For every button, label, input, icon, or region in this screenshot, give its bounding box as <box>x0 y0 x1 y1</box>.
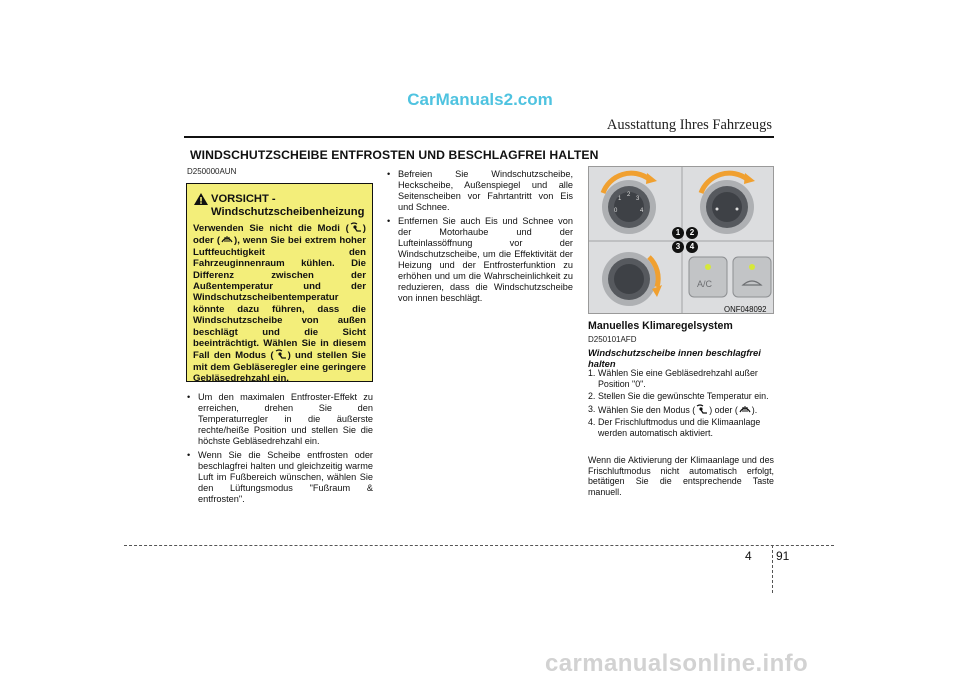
footer-vertical-rule <box>772 545 773 593</box>
step-number: 2. <box>588 391 596 401</box>
italic-heading: Windschutzscheibe innen beschlagfrei halten <box>588 347 761 369</box>
knob-label: 1 <box>618 196 622 202</box>
list-item: • Entfernen Sie auch Eis und Schnee von der Motorhaube und der Lufteinlassöffnung vor der Windschutzscheibe, um die Effektivität der Heizung und der Entfrosterfunktion zu erhöhen und um die Wahrscheinlichkeit zu reduzieren, dass die Windschutzscheibe von innen beschlägt. <box>387 216 573 304</box>
knob-label: 3 <box>636 196 640 202</box>
section-code: D250101AFD <box>588 335 637 344</box>
step-text: ) oder ( <box>709 404 738 415</box>
warning-text-part: ) oder ( <box>193 223 366 247</box>
climate-control-photo <box>588 166 774 314</box>
warning-text-part: ) und stellen Sie mit dem Gebläseregler eine geringere Gebläsedrehzahl ein. <box>193 350 366 385</box>
section-header: Ausstattung Ihres Fahrzeugs <box>606 117 772 133</box>
knob-label: 2 <box>627 192 631 198</box>
warning-text <box>193 222 366 385</box>
chapter-number: 4 <box>745 549 752 563</box>
callout-badge: 3 <box>672 241 684 253</box>
callout-badge: 1 <box>672 227 684 239</box>
watermark-bottom: carmanualsonline.info <box>545 650 809 677</box>
step-number: 3. <box>588 403 596 414</box>
list-item <box>588 391 774 402</box>
warning-triangle-icon <box>193 192 209 206</box>
knob-label: 4 <box>640 208 644 214</box>
footer-rule <box>124 545 834 546</box>
defrost-floor-mode-icon <box>274 349 288 359</box>
defrost-floor-mode-icon <box>349 222 363 232</box>
steps-list <box>588 368 774 440</box>
step-text: Stellen Sie die gewünschte Temperatur ein. <box>598 391 769 401</box>
list-item <box>588 417 774 438</box>
page-title: WINDSCHUTZSCHEIBE ENTFROSTEN UND BESCHLAGFREI HALTEN <box>190 148 599 162</box>
list-item: • Um den maximalen Entfroster-Effekt zu erreichen, drehen Sie den Temperaturregler in die äußerste rechte/heiße Position und stellen Sie die höchste Gebläsedrehzahl ein. <box>187 392 373 447</box>
col1-bullet-list <box>187 392 373 508</box>
callout-badge: 4 <box>686 241 698 253</box>
ac-button-label: A/C <box>697 279 713 289</box>
knob-label: 0 <box>614 208 618 214</box>
step-number: 4. <box>588 417 596 427</box>
step-text: Der Frischluftmodus und die Klimaanlage werden automatisch aktiviert. <box>598 417 761 438</box>
callout-badge: 2 <box>686 227 698 239</box>
step-text: Wählen Sie eine Gebläsedrehzahl außer Position "0". <box>598 368 758 389</box>
watermark-top: CarManuals2.com <box>407 90 553 109</box>
climate-panel-illustration <box>589 167 774 314</box>
defrost-floor-mode-icon <box>695 404 709 414</box>
list-item <box>588 368 774 389</box>
step-text: Wählen Sie den Modus ( <box>598 404 696 415</box>
list-item: • Befreien Sie Windschutzscheibe, Heckscheibe, Außenspiegel und alle Seitenscheiben vor Fahrtantritt von Eis und Schnee. <box>387 169 573 213</box>
warning-box <box>186 183 373 385</box>
header-rule <box>184 136 774 138</box>
page-number: 91 <box>776 549 790 563</box>
defrost-mode-icon <box>738 404 752 414</box>
subsection-title: Manuelles Klimaregelsystem <box>588 320 733 332</box>
warning-text-part: Verwenden Sie nicht die Modi ( <box>193 223 349 234</box>
warning-subtitle: Windschutzscheibenheizung <box>211 206 365 218</box>
col2-bullet-list <box>387 169 573 307</box>
list-item: • Wenn Sie die Scheibe entfrosten oder beschlagfrei halten und gleichzeitig warme Luft im Fußbereich wünschen, wählen Sie den Lüftungsmodus "Fußraum & entfrosten". <box>187 450 373 505</box>
closing-paragraph: Wenn die Aktivierung der Klimaanlage und des Frischluftmodus nicht automatisch erfolgt, betätigen Sie die entsprechende Taste manuell. <box>588 455 774 497</box>
defrost-mode-icon <box>220 234 234 244</box>
warning-title: VORSICHT - <box>211 193 276 205</box>
photo-code: ONF048092 <box>724 305 767 314</box>
section-code: D250000AUN <box>187 167 237 176</box>
step-text: ). <box>751 404 758 415</box>
step-number: 1. <box>588 368 596 378</box>
warning-text-part: ), wenn Sie bei extrem hoher Luftfeuchtigkeit den Fahrzeuginnenraum kühlen. Die Differenz zwischen der Außentemperatur und der Windschutzscheibentemperatur könnte dazu führen, dass die Windschutzscheibe von außen beschlägt und die Sicht beeinträchtigt. Wählen Sie in diesem Fall den Modus ( <box>193 235 366 362</box>
list-item <box>588 404 774 416</box>
